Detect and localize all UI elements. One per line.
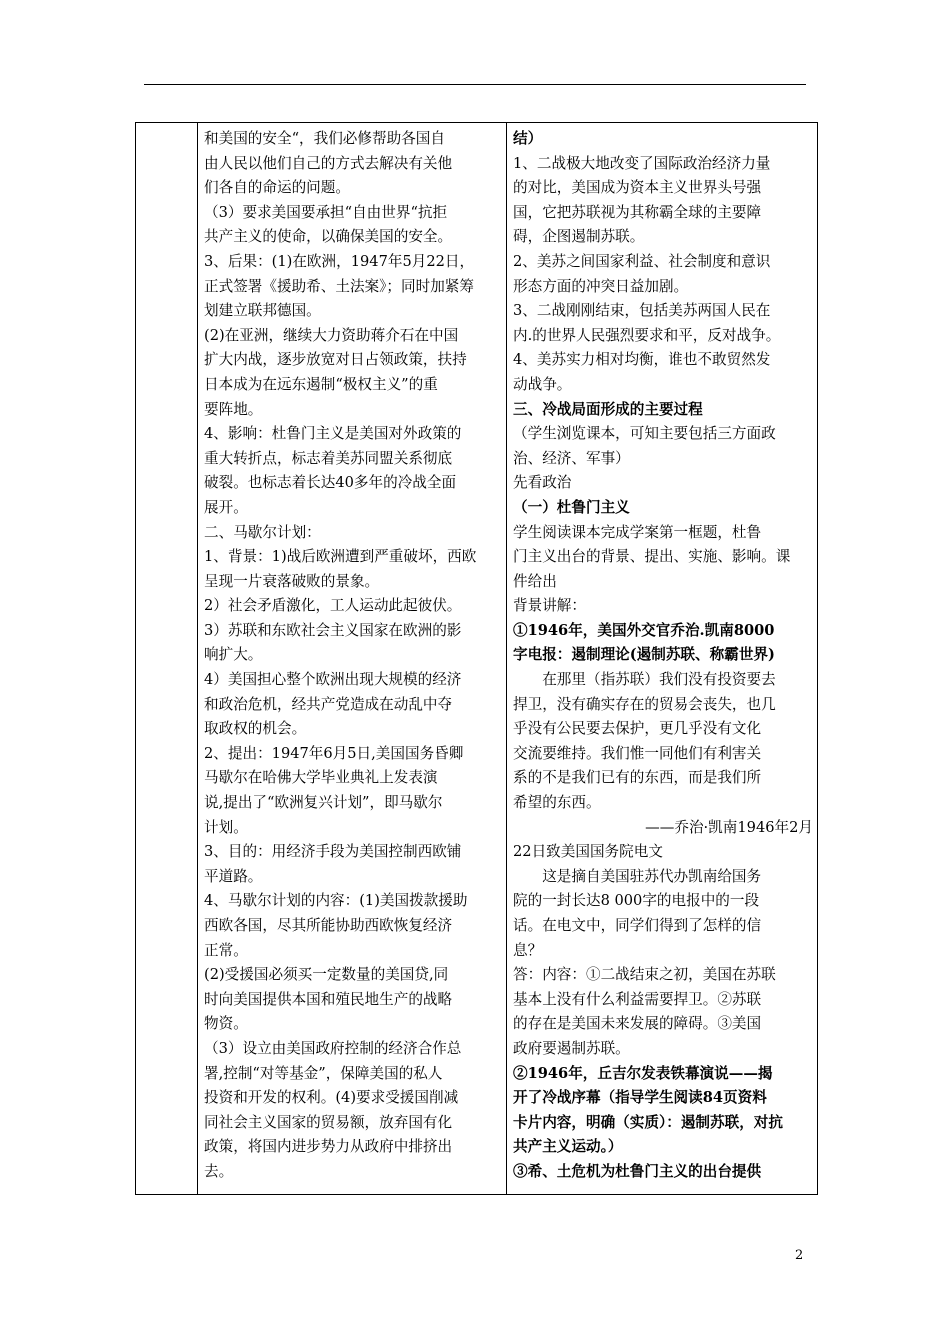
- blank-column-cell: [136, 123, 198, 1195]
- text-line: 计划。: [204, 818, 248, 836]
- text-line: 呈现一片衰落破败的景象。: [204, 572, 380, 590]
- text-line: 政府要遏制苏联。: [513, 1039, 630, 1057]
- text-line: 划建立联邦德国。: [204, 302, 321, 320]
- bold-text-line: ③希、土危机为杜鲁门主义的出台提供: [513, 1162, 762, 1180]
- text-line: 物资。: [204, 1015, 248, 1033]
- page-number: 2: [795, 1248, 804, 1263]
- text-line: 和政治危机，经共产党造成在动乱中夺: [204, 695, 453, 713]
- text-line: 响扩大。: [204, 646, 263, 664]
- text-line: 在那里（指苏联）我们没有投资要去: [513, 671, 776, 689]
- table-row: [136, 123, 818, 1195]
- bold-text-line: ①1946年，美国外交官乔治.凯南8000: [513, 621, 775, 639]
- bold-text-line: 共产主义运动。）: [513, 1138, 623, 1156]
- text-line: 希望的东西。: [513, 794, 601, 812]
- text-line: 正常。: [204, 941, 248, 959]
- text-line: 破裂。也标志着长达40多年的冷战全面: [204, 474, 457, 492]
- teaching-process-lines: [507, 123, 817, 1185]
- text-line: 背景讲解：: [513, 597, 586, 615]
- text-line: 答：内容：①二战结束之初，美国在苏联: [513, 966, 776, 984]
- text-line: 3、后果：(1)在欧洲，1947年5月22日，: [204, 252, 475, 270]
- teaching-content-cell: [198, 123, 507, 1195]
- text-line: 件给出: [513, 572, 557, 590]
- text-line: 学生阅读课本完成学案第一框题，杜鲁: [513, 523, 762, 541]
- text-line: 同社会主义国家的贸易额，放弃国有化: [204, 1113, 453, 1131]
- text-line: 政策，将国内进步势力从政府中排挤出: [204, 1138, 453, 1156]
- bold-text-line: 卡片内容，明确（实质）：遏制苏联，对抗: [513, 1113, 783, 1131]
- text-line: 内.的世界人民强烈要求和平，反对战争。: [513, 326, 781, 344]
- text-line: 马歇尔在哈佛大学毕业典礼上发表演: [204, 769, 438, 787]
- bold-text-line: 开了冷战序幕（指导学生阅读84页资料: [513, 1089, 767, 1107]
- text-line: 共产主义的使命，以确保美国的安全。: [204, 228, 453, 246]
- text-line: 重大转折点，标志着美苏同盟关系彻底: [204, 449, 453, 467]
- text-line: 4、马歇尔计划的内容：(1)美国拨款援助: [204, 892, 468, 910]
- text-line: 1、背景：1)战后欧洲遭到严重破坏，西欧: [204, 548, 477, 566]
- text-line: 国，它把苏联视为其称霸全球的主要障: [513, 203, 762, 221]
- text-line: (2)受援国必须买一定数量的美国贷,同: [204, 966, 449, 984]
- text-line: 3）苏联和东欧社会主义国家在欧洲的影: [204, 621, 462, 639]
- text-line: 署,控制“对等基金”，保障美国的私人: [204, 1064, 443, 1082]
- bold-text-line: 结）: [513, 130, 543, 147]
- text-line: 平道路。: [204, 867, 263, 885]
- text-line: 4）美国担心整个欧洲出现大规模的经济: [204, 671, 462, 689]
- text-line: ——乔治·凯南1946年2月: [645, 818, 813, 836]
- text-line: 22日致美国国务院电文: [513, 843, 663, 861]
- text-line: 时向美国提供本国和殖民地生产的战略: [204, 990, 453, 1008]
- text-line: 院的一封长达8 000字的电报中的一段: [513, 892, 760, 910]
- text-line: 3、二战刚刚结束，包括美苏两国人民在: [513, 302, 771, 320]
- bold-text-line: ②1946年，丘吉尔发表铁幕演说——揭: [513, 1064, 773, 1082]
- text-line: (2)在亚洲，继续大力资助蒋介石在中国: [204, 326, 459, 344]
- text-line: 西欧各国，尽其所能协助西欧恢复经济: [204, 917, 453, 934]
- text-line: （学生浏览课本，可知主要包括三方面政: [513, 425, 776, 443]
- text-line: 取政权的机会。: [204, 720, 307, 738]
- text-line: 二、马歇尔计划：: [204, 523, 321, 541]
- text-line: 动战争。: [513, 375, 572, 393]
- teaching-content-lines: [198, 123, 506, 1185]
- text-line: 形态方面的冲突日益加剧。: [513, 277, 689, 295]
- text-line: 1、二战极大地改变了国际政治经济力量: [513, 154, 771, 172]
- text-line: 说,提出了“欧洲复兴计划”，即马歇尔: [204, 794, 443, 812]
- text-line: 和美国的安全“，我们必修帮助各国自: [204, 130, 445, 147]
- text-line: （3）要求美国要承担“自由世界“抗拒: [204, 203, 448, 221]
- header-rule: [144, 84, 806, 85]
- text-line: 扩大内战，逐步放宽对日占领政策，扶持: [204, 351, 467, 369]
- text-line: 日本成为在远东遏制“极权主义”的重: [204, 375, 438, 393]
- text-line: 4、美苏实力相对均衡，谁也不敢贸然发: [513, 351, 771, 369]
- lesson-table: [135, 122, 818, 1195]
- text-line: 门主义出台的背景、提出、实施、影响。课: [513, 548, 791, 566]
- text-line: 展开。: [204, 498, 248, 516]
- text-line: 投资和开发的权利。(4)要求受援国削减: [204, 1089, 459, 1107]
- text-line: 先看政治: [513, 474, 572, 492]
- text-line: 2、美苏之间国家利益、社会制度和意识: [513, 252, 771, 270]
- text-line: 4、影响：杜鲁门主义是美国对外政策的: [204, 425, 462, 443]
- text-line: 的存在是美国未来发展的障碍。③美国: [513, 1015, 762, 1033]
- text-line: 治、经济、军事）: [513, 449, 630, 467]
- text-line: 话。在电文中，同学们得到了怎样的信: [513, 917, 762, 934]
- text-line: 3、目的：用经济手段为美国控制西欧铺: [204, 843, 462, 861]
- teaching-process-cell: [507, 123, 818, 1195]
- text-line: 捍卫，没有确实存在的贸易会丧失，也几: [513, 695, 776, 713]
- text-line: 乎没有公民要去保护，更几乎没有文化: [513, 720, 762, 738]
- text-line: 息？: [513, 941, 543, 959]
- text-line: 系的不是我们已有的东西，而是我们所: [513, 769, 762, 787]
- bold-text-line: （一）杜鲁门主义: [513, 498, 630, 516]
- text-line: 基本上没有什么利益需要捍卫。②苏联: [513, 990, 762, 1008]
- text-line: 交流要维持。我们惟一同他们有利害关: [513, 744, 762, 762]
- text-line: 2、提出：1947年6月5日,美国国务昏卿: [204, 744, 464, 762]
- text-line: 去。: [204, 1162, 234, 1180]
- text-line: 正式签署《援助希、土法案》；同时加紧筹: [204, 277, 474, 295]
- bold-text-line: 三、冷战局面形成的主要过程: [513, 400, 703, 418]
- text-line: 2）社会矛盾激化，工人运动此起彼伏。: [204, 597, 462, 615]
- text-line: 的对比，美国成为资本主义世界头号强: [513, 179, 762, 197]
- bold-text-line: 字电报：遏制理论(遏制苏联、称霸世界): [513, 646, 775, 664]
- text-line: 碍，企图遏制苏联。: [513, 228, 645, 246]
- text-line: 由人民以他们自己的方式去解决有关他: [204, 154, 453, 172]
- text-line: 这是摘自美国驻苏代办凯南给国务: [513, 867, 762, 885]
- text-line: 们各自的命运的问题。: [204, 179, 350, 197]
- text-line: 要阵地。: [204, 400, 263, 418]
- text-line: （3）设立由美国政府控制的经济合作总: [204, 1039, 462, 1057]
